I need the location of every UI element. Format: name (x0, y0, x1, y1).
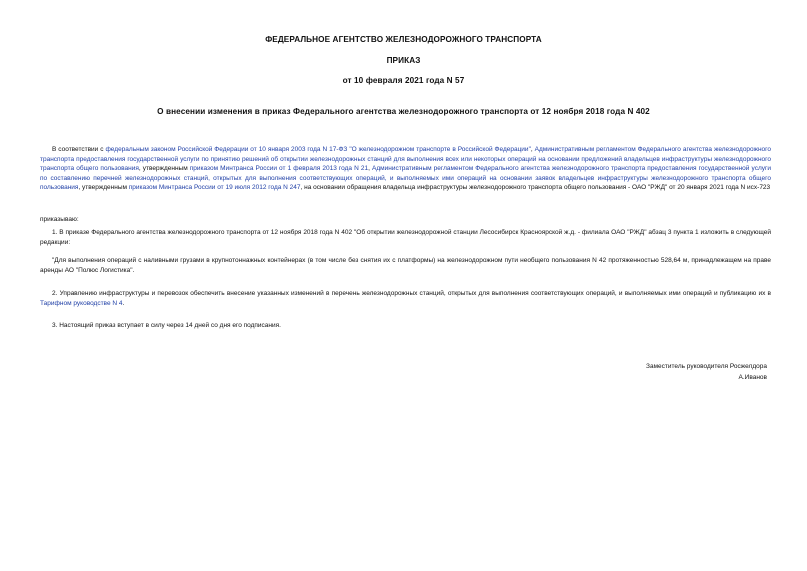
signatory-name: А.Иванов (738, 374, 767, 381)
preamble-text: , (530, 146, 535, 153)
item-2-end: . (122, 299, 125, 307)
regulation-link-2[interactable]: Административным регламентом Федерального агентства железнодорожного транспорта предоставления государственной услуги по составлению перечней железнодорожных станций, открытых для выполнения соответствующих операций, и выполняемых ими операций на основании заявок владельцев инфраструктуры железнодорожного транспорта общего пользования (40, 165, 771, 191)
regulation-link-1[interactable]: Административным регламентом Федерального агентства железнодорожного транспорта предоставления государственной услуги по принятию решений об открытии железнодорожных станций для выполнения всех или некоторых операций на основании предложений владельцев инфраструктуры железнодорожного транспорта общего пользования (40, 146, 771, 172)
preamble-text: , на основании обращения владельца инфраструктуры железнодорожного транспорта общего пользования - ОАО "РЖД" от 20 января 2021 года N исх-723 (300, 184, 771, 191)
order-link-21[interactable]: приказом Минтранса России от 1 февраля 2013 года N 21 (189, 165, 369, 172)
order-link-247[interactable]: приказом Минтранса России от 19 июля 2012 года N 247 (128, 184, 301, 191)
item-2 (40, 289, 771, 308)
law-link[interactable]: федеральным законом Российской Федерации от 10 января 2003 года N 17-ФЗ "О железнодорожном транспорте в Российской Федерации" (105, 146, 531, 153)
preamble-text: , (368, 165, 373, 172)
preamble-text: В соответствии с (52, 146, 106, 153)
signatory-position: Заместитель руководителя Росжелдора (646, 363, 767, 370)
agency-name: ФЕДЕРАЛЬНОЕ АГЕНТСТВО ЖЕЛЕЗНОДОРОЖНОГО ТРАНСПОРТА (265, 35, 542, 44)
amended-text-quote: "Для выполнения операций с наливными грузами в крупнотоннажных контейнерах (в том числе без снятия их с платформы) на железнодорожном пути необщего пользования N 42 протяженностью 528,64 м, принадлежащем на праве аренды АО "Полюс Логистика". (40, 257, 771, 274)
item-2-text: 2. Управлению инфраструктуры и перевозок обеспечить внесение указанных изменений в перечень железнодорожных станций, открытых для выполнения соответствующих операций, и выполняемых ими операций и публикацию их в (52, 290, 771, 297)
order-word: приказываю: (40, 216, 79, 223)
preamble-text: , утвержденным (138, 165, 190, 172)
preamble-paragraph (40, 145, 771, 193)
item-3: 3. Настоящий приказ вступает в силу через 14 дней со дня его подписания. (52, 322, 281, 329)
document-date: от 10 февраля 2021 года N 57 (342, 76, 465, 85)
preamble-text: , утвержденным (78, 184, 129, 191)
document-type: ПРИКАЗ (386, 56, 421, 65)
item-1: 1. В приказе Федерального агентства железнодорожного транспорта от 12 ноября 2018 года N 402 "Об открытии железнодорожной станции Лесосибирск Красноярской ж.д. - филиала ОАО "РЖД" абзац 3 пункта 1 изложить в следующей редакции: (40, 229, 771, 246)
document-title: О внесении изменения в приказ Федерального агентства железнодорожного транспорта от 12 ноября 2018 года N 402 (157, 107, 650, 116)
tariff-guide-link[interactable]: Тарифном руководстве N 4 (40, 299, 123, 307)
